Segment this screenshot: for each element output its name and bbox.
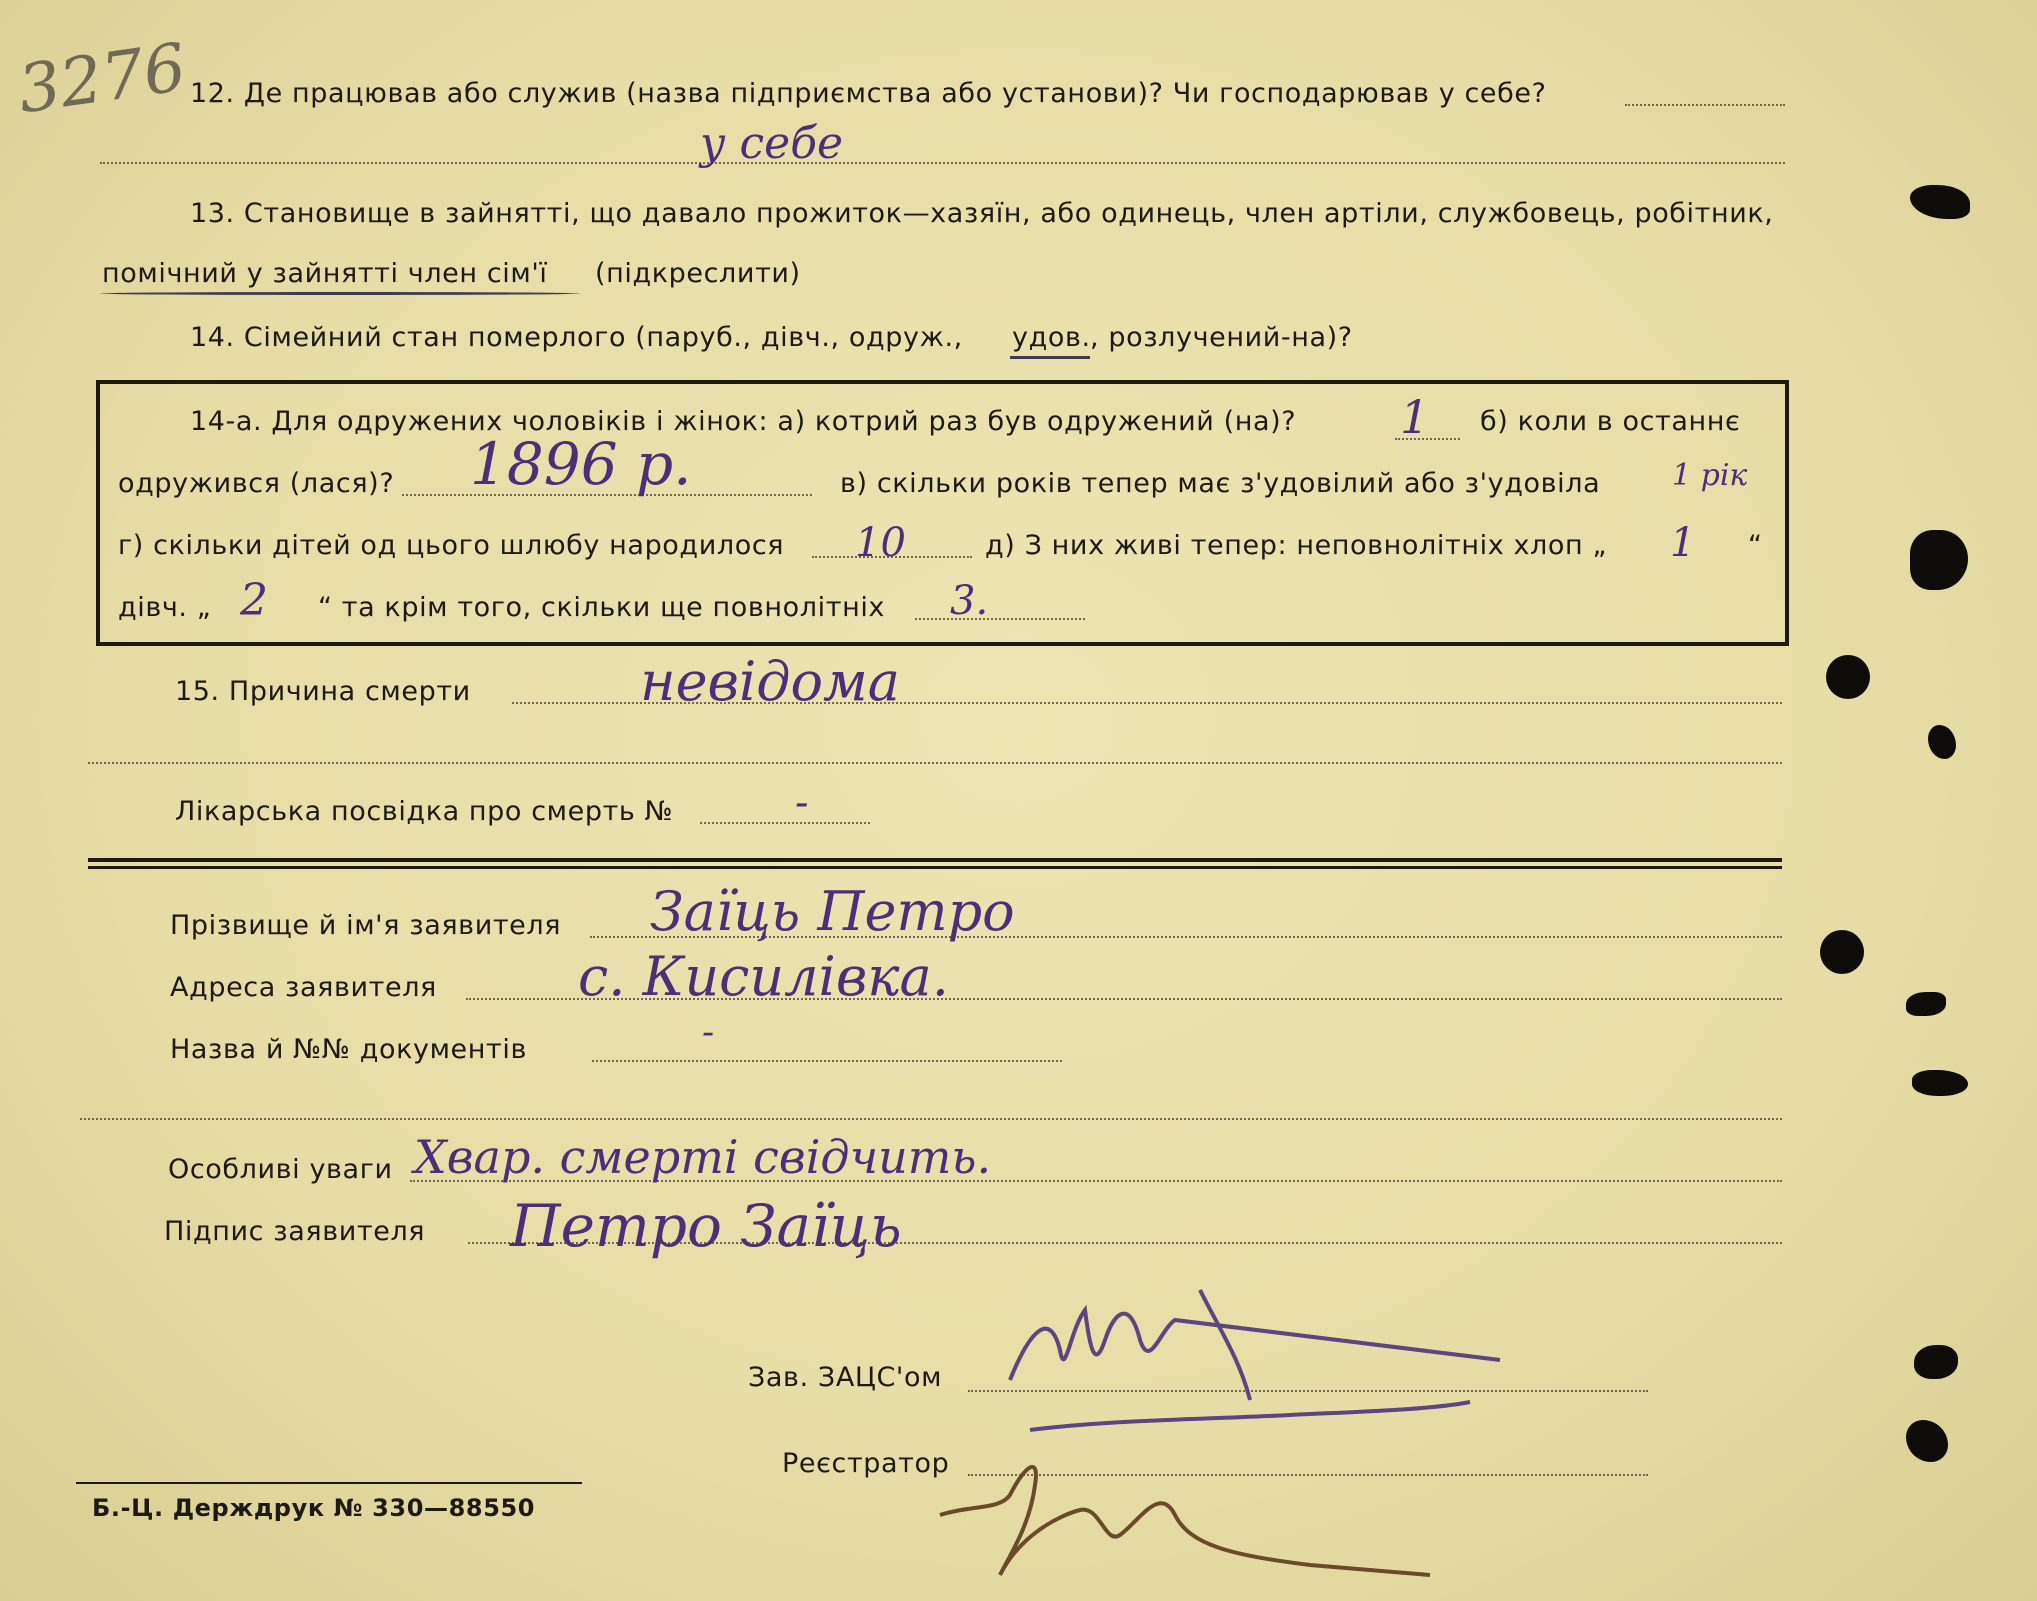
applicant-name-value: Заїць Петро [650,880,1015,943]
applicant-docs-dots-b [80,1118,1782,1120]
registrar-signature [930,1425,1450,1595]
tear-mark [1914,1345,1958,1379]
tear-mark [1910,185,1970,219]
doctor-cert-label: Лікарська посвідка про смерть № [175,796,674,827]
q14a-line4-a: дівч. „ [118,592,212,623]
applicant-notes-label: Особливі уваги [168,1154,393,1185]
q14a-line3-answer: 10 [855,520,906,566]
applicant-name-label: Прізвище й ім'я заявителя [170,910,562,941]
q14a-line3-close: “ [1748,530,1763,561]
q14-label-before: 14. Сімейний стан померлого (паруб., дівч., одруж., [190,322,963,353]
q14a-line2: одружився (лася)? [118,468,395,499]
tear-mark [1928,725,1956,759]
registrar-label: Реєстратор [782,1448,950,1479]
q14-underline [1010,356,1090,359]
applicant-docs-dots [592,1060,1062,1062]
tear-mark [1906,1420,1948,1462]
q15-label: 15. Причина смерти [175,676,471,707]
q14a-line1-dots [1395,438,1460,440]
q15-answer: невідома [640,650,900,713]
applicant-signature-value: Петро Заїць [510,1192,902,1260]
corner-note: 3276 [13,28,191,129]
punch-hole [1820,930,1864,974]
q14-underlined-option: удов. [1012,322,1091,353]
q14a-line4-dots [915,618,1085,620]
q15-dotline-b [88,762,1782,764]
q14a-line1-tail: б) коли в останнє [1480,406,1741,437]
q12-dotline-a [1625,104,1785,106]
applicant-signature-label: Підпис заявителя [164,1216,426,1247]
applicant-address-label: Адреса заявителя [170,972,437,1003]
head-signature [990,1270,1510,1440]
doctor-cert-dots [700,822,870,824]
q14a-line4-b: “ та крім того, скільки ще повнолітніх [318,592,886,623]
printer-rule [76,1482,582,1484]
punch-hole [1826,655,1870,699]
q14a-line4-answer: 2 [240,575,268,626]
head-of-registry-label: Зав. ЗАЦС'ом [748,1362,943,1393]
tear-mark [1910,530,1968,590]
q14a-line1-answer: 1 [1400,390,1430,444]
q14a-line3-tail: д) З них живі тепер: неповнолітніх хлоп „ [985,530,1608,561]
applicant-docs-label: Назва й №№ документів [170,1034,527,1065]
doctor-cert-answer: - [795,780,809,826]
q14a-line2-tail: в) скільки років тепер має з'удовілий або з'удовіла [840,468,1601,499]
q12-label: 12. Де працював або служив (назва підприємства або установи)? Чи господарював у себе? [190,78,1547,109]
applicant-address-value: с. Кисилівка. [578,945,949,1008]
tear-mark [1912,1070,1968,1096]
q13-tail: (підкреслити) [595,258,801,289]
q14a-line2-tail-answer: 1 рік [1672,458,1748,493]
q14a-line2-answer: 1896 р. [470,430,692,498]
q14a-line4-answer2: 3. [950,578,989,624]
q12-dotline-b [100,162,1785,164]
q14a-line3-tail-answer: 1 [1670,520,1696,566]
q13-underline [100,292,580,295]
q14-label-after: , розлучений-на)? [1090,322,1353,353]
section-divider-bottom [88,866,1782,869]
applicant-notes-value: Хвар. смерті свідчить. [414,1130,992,1184]
q13-label: 13. Становище в зайнятті, що давало прожиток—хазяїн, або одинець, член артіли, службовець, робітник, [190,198,1774,229]
q13-underlined-option: помічний у зайнятті член сім'ї [102,258,548,289]
applicant-docs-value: - [702,1012,715,1053]
printer-line: Б.-Ц. Держдрук № 330—88550 [92,1494,536,1522]
q14a-line1: 14-а. Для одружених чоловіків і жінок: а) котрий раз був одружений (на)? [190,406,1297,437]
q12-answer: у себе [700,118,844,169]
section-divider-top [88,858,1782,862]
q14a-line3: г) скільки дітей од цього шлюбу народилося [118,530,785,561]
tear-mark [1906,992,1946,1016]
